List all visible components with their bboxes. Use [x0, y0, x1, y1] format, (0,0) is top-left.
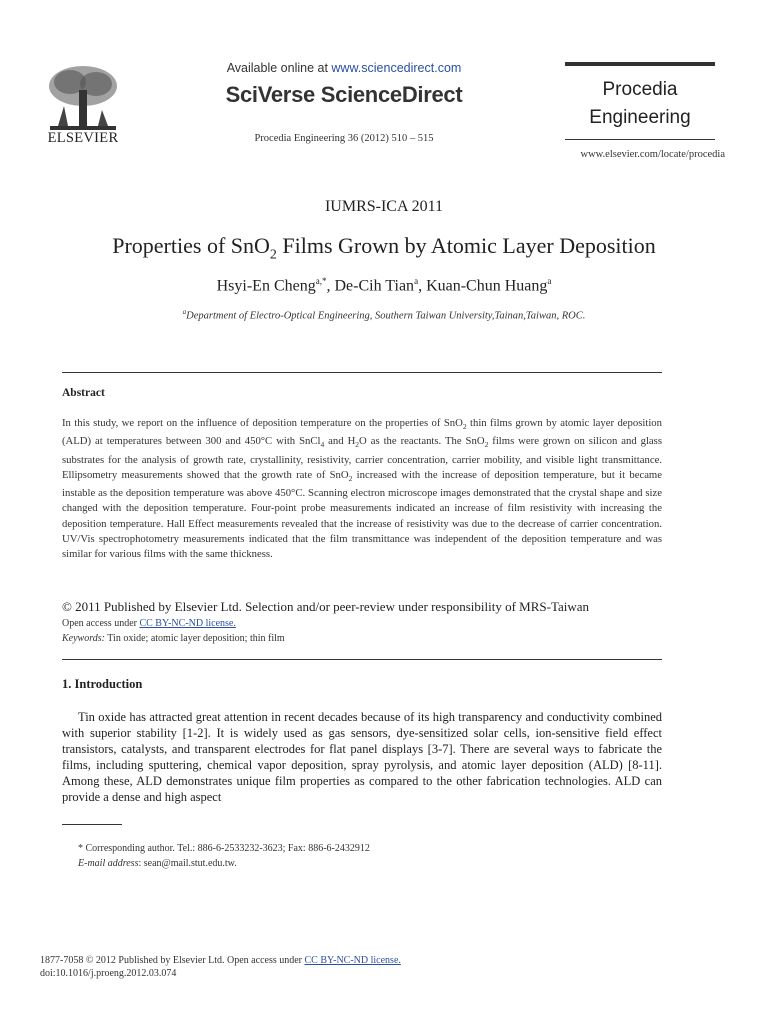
available-online-line — [150, 61, 538, 75]
author-affiliation-mark: a — [414, 276, 419, 286]
footnote-rule — [62, 824, 122, 825]
abstract-subscript: 2 — [355, 440, 360, 450]
author-list — [80, 276, 688, 295]
corresponding-author-footnote: * Corresponding author. Tel.: 886-6-2533232-3623; Fax: 886-6-2432912 — [78, 843, 370, 854]
keywords-line — [62, 633, 285, 644]
abstract-text-part: and H — [324, 435, 356, 448]
abstract-text-part: In this study, we report on the influence of deposition temperature on the properties of SnO — [62, 417, 463, 429]
introduction-paragraph: Tin oxide has attracted great attention in recent decades because of its high transparency and conductivity combined with superior stability [1-2]. It is widely used as gas sensors, dye-sensitized solar cells, ion-sensitive field effect transistors, catalysts, and transparent electrodes for flat panel displays [3-7]. There are several ways to fabricate the films, including sputtering, chemical vapor deposition, spray pyrolysis, and atomic layer deposition (ALD) [8-11]. Among these, ALD demonstrates unique film properties as compared to the other fabrication technologies. ALD can provide a dense and high aspect — [62, 710, 662, 804]
abstract-top-rule — [62, 372, 662, 373]
footer-copyright-line — [40, 955, 401, 966]
journal-url-link[interactable]: www.elsevier.com/locate/procedia — [580, 149, 725, 160]
conference-name: IUMRS-ICA 2011 — [324, 198, 444, 215]
abstract-subscript: 2 — [462, 422, 467, 432]
platform-name: SciVerse ScienceDirect — [225, 82, 463, 107]
abstract-text-part: increased with the increase of deposition temperature, but it became instable as the deposition temperature was above 450°C. Scanning electron microscope images demonstrated that the crystal shape and size changed with the deposition temperature. Four-point probe measurements indicated an increase of film resistivity with increasing the deposition temperature. Hall Effect measurements revealed that the increase of resistivity was due to the decrease of carrier concentration. UV/Vis spectrophotometry measurements indicated that the film transmittance was independent of the deposition temperature and was similar for various films with the same thickness. — [62, 468, 662, 561]
sciencedirect-link[interactable]: www.sciencedirect.com — [331, 61, 462, 75]
paper-title — [40, 233, 728, 263]
footer-license-link[interactable]: CC BY-NC-ND license. — [304, 955, 401, 966]
abstract-subscript: 2 — [484, 440, 489, 450]
title-part-2: Films Grown by Atomic Layer Deposition — [276, 233, 656, 258]
abstract-subscript: 2 — [348, 474, 353, 484]
email-label: E-mail address — [78, 858, 139, 869]
author-name: Hsyi-En Cheng — [216, 277, 316, 295]
email-footnote — [78, 858, 237, 869]
license-link[interactable]: CC BY-NC-ND license. — [139, 618, 236, 629]
journal-box-top-rule — [565, 62, 715, 66]
abstract-body — [62, 416, 662, 562]
affiliation — [80, 308, 688, 322]
copyright-notice: © 2011 Published by Elsevier Ltd. Selection and/or peer-review under responsibility of MRS-Taiwan — [62, 599, 590, 614]
abstract-subscript: 4 — [320, 440, 325, 450]
author-name: De-Cih Tian — [334, 277, 415, 295]
journal-name-line2: Engineering — [589, 107, 691, 128]
abstract-text-part: films were grown on silicon and glass substrates for the analysis of growth rate, crystallinity, resistivity, carrier concentration, carrier mobility, and visible light transmittance. Ellipsometry measurements showed that the growth rate of SnO — [62, 435, 662, 481]
journal-name — [565, 76, 715, 132]
title-part-1: Properties of SnO — [112, 233, 270, 258]
keywords-text: Tin oxide; atomic layer deposition; thin film — [104, 633, 285, 644]
abstract-heading: Abstract — [62, 387, 105, 399]
open-access-prefix: Open access under — [62, 618, 140, 629]
keywords-label: Keywords: — [62, 633, 105, 644]
abstract-text-part: O as the reactants. The SnO — [359, 435, 485, 448]
author-affiliation-mark: a,* — [315, 276, 327, 286]
affiliation-mark: a — [182, 308, 187, 316]
author-separator: , — [418, 277, 427, 295]
author-separator: , — [326, 277, 335, 295]
doi-line: doi:10.1016/j.proeng.2012.03.074 — [40, 968, 177, 979]
introduction-heading: 1. Introduction — [62, 677, 143, 691]
title-subscript: 2 — [269, 247, 277, 263]
journal-reference: Procedia Engineering 36 (2012) 510 – 515 — [254, 133, 434, 144]
author-affiliation-mark: a — [547, 276, 552, 286]
available-online-prefix: Available online at — [226, 61, 332, 75]
publisher-wordmark: ELSEVIER — [47, 130, 119, 146]
author-name: Kuan-Chun Huang — [426, 277, 548, 295]
open-access-line — [62, 618, 236, 629]
abstract-text-part: thin films grown by atomic layer deposition (ALD) at temperatures between 300 and 450°C with SnCl — [62, 417, 662, 448]
abstract-bottom-rule — [62, 659, 662, 660]
journal-box-bottom-rule — [565, 139, 715, 140]
email-address: : sean@mail.stut.edu.tw. — [138, 858, 237, 869]
affiliation-text: Department of Electro-Optical Engineering, Southern Taiwan University,Tainan,Taiwan, ROC. — [186, 310, 586, 322]
footer-copyright-prefix: 1877-7058 © 2012 Published by Elsevier Ltd. Open access under — [40, 955, 305, 966]
journal-name-line1: Procedia — [602, 79, 678, 100]
